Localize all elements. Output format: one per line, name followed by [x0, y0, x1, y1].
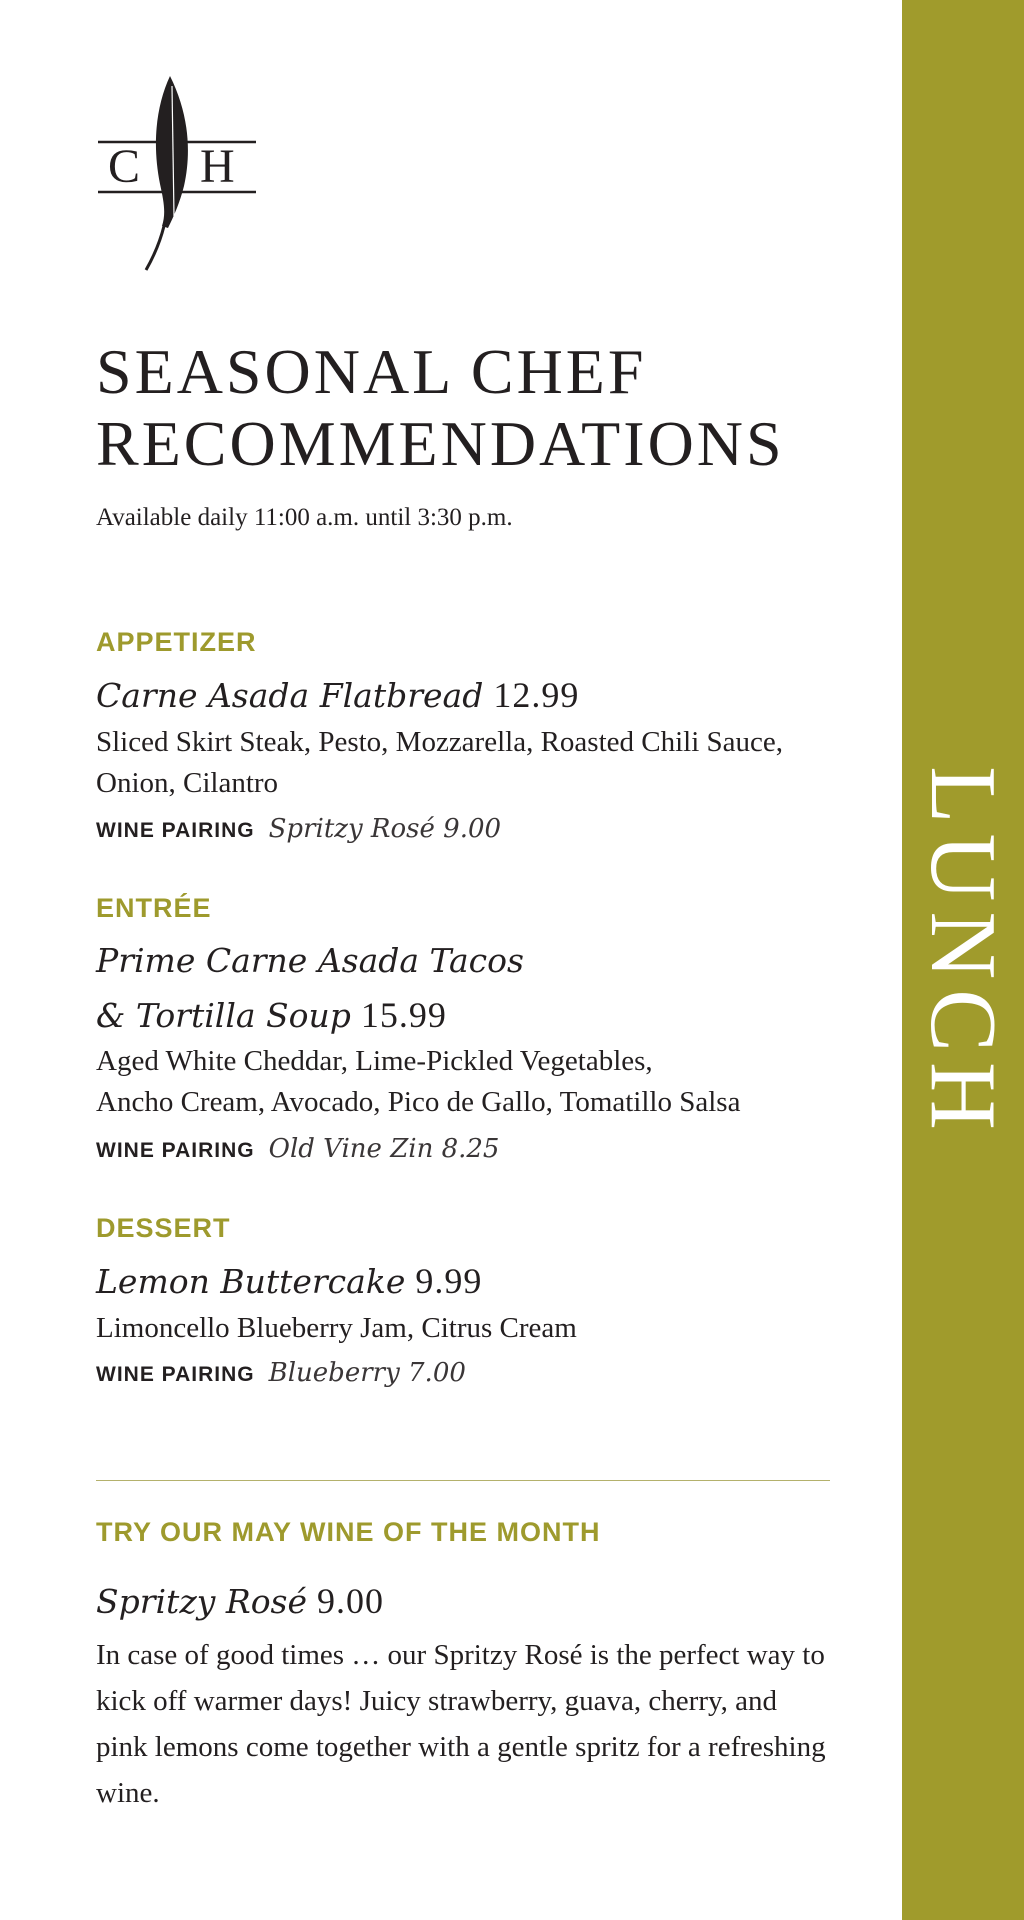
brand-logo — [98, 76, 256, 272]
dish-price: 15.99 — [360, 995, 447, 1035]
wine-of-month-heading: TRY OUR MAY WINE OF THE MONTH — [96, 1517, 601, 1547]
availability-text: Available daily 11:00 a.m. until 3:30 p.m. — [96, 504, 513, 531]
feather-logo-icon — [98, 76, 256, 272]
svg-text:H: H — [200, 140, 235, 193]
wine-pairing-label: WINE PAIRING — [96, 1363, 255, 1386]
dish-description-line-2: Ancho Cream, Avocado, Pico de Gallo, Tomatillo Salsa — [96, 1086, 741, 1118]
svg-text:C: C — [108, 140, 141, 193]
dish-description-line-1: Aged White Cheddar, Lime-Pickled Vegetables, — [96, 1045, 653, 1077]
section-label-appetizer: APPETIZER — [96, 627, 257, 657]
sidebar-band — [902, 0, 1024, 1920]
dish-entree-line-2 — [96, 988, 447, 1043]
wine-pairing — [96, 1358, 466, 1388]
wine-pairing — [96, 1134, 499, 1164]
wine-price: 9.00 — [317, 1581, 385, 1621]
menu-type-label: LUNCH — [911, 766, 1015, 1140]
dish-price: 9.99 — [415, 1261, 483, 1301]
wine-pairing-value: Blueberry 7.00 — [268, 1358, 466, 1388]
wine-name: Spritzy Rosé — [96, 1582, 308, 1621]
wine-of-month-title — [96, 1574, 384, 1629]
dish-entree-line-1 — [96, 934, 524, 988]
title-line-1: SEASONAL CHEF — [96, 336, 647, 407]
dish-price: 12.99 — [493, 675, 580, 715]
wine-pairing — [96, 814, 501, 844]
section-label-dessert: DESSERT — [96, 1213, 231, 1243]
section-label-entree: ENTRÉE — [96, 893, 212, 923]
wine-pairing-label: WINE PAIRING — [96, 1139, 255, 1162]
wine-pairing-value: Old Vine Zin 8.25 — [268, 1134, 500, 1164]
wine-pairing-value: Spritzy Rosé 9.00 — [268, 814, 502, 844]
dish-name: Prime Carne Asada Tacos — [96, 941, 524, 980]
wine-of-month-description: In case of good times … our Spritzy Rosé is the perfect way to kick off warmer days! Juicy strawberry, guava, cherry, and pink lemons come together with a gentle spritz for a refreshing wine. — [96, 1639, 826, 1809]
dish-dessert — [96, 1254, 482, 1309]
dish-name: Lemon Buttercake — [96, 1262, 406, 1301]
dish-name: & Tortilla Soup — [96, 996, 351, 1035]
dish-description: Sliced Skirt Steak, Pesto, Mozzarella, Roasted Chili Sauce, Onion, Cilantro — [96, 726, 784, 799]
dish-appetizer — [96, 668, 579, 723]
section-divider — [96, 1480, 830, 1481]
wine-pairing-label: WINE PAIRING — [96, 819, 255, 842]
page-title — [96, 336, 886, 480]
dish-description: Limoncello Blueberry Jam, Citrus Cream — [96, 1312, 577, 1344]
dish-name: Carne Asada Flatbread — [96, 676, 484, 715]
title-line-2: RECOMMENDATIONS — [96, 408, 785, 479]
